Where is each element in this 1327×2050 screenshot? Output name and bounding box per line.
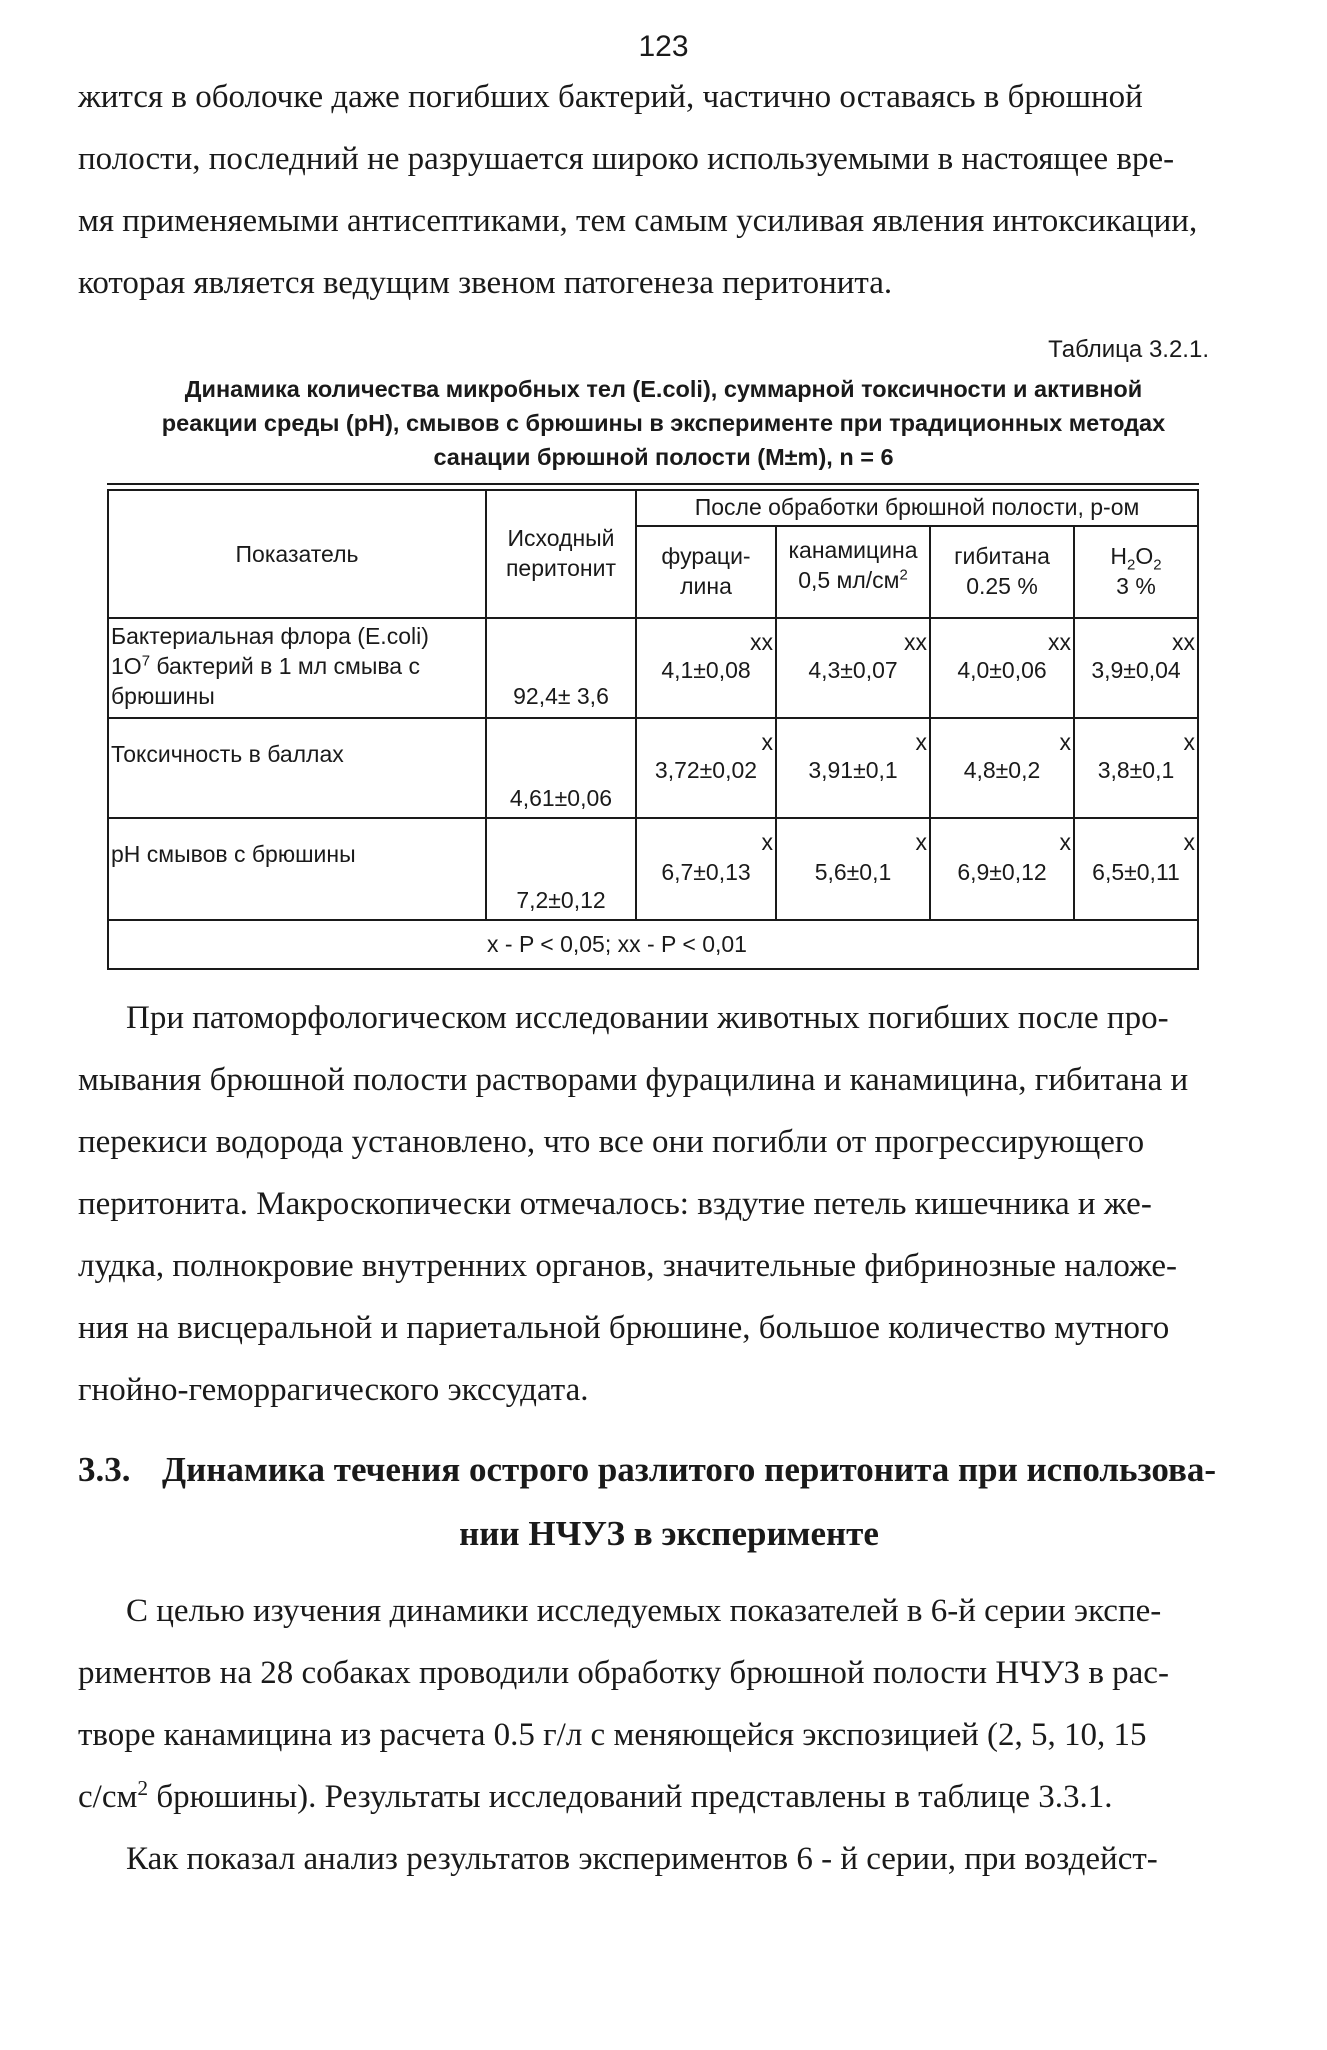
cell-mark: x (915, 829, 927, 855)
formula-sub: 2 (1127, 556, 1136, 574)
cell-initial: 7,2±0,12 (516, 887, 606, 913)
table-row-rule (107, 919, 1199, 921)
cell-initial: 92,4± 3,6 (513, 683, 609, 709)
table-top-rule (107, 483, 1199, 485)
cell-value: 6,7±0,13 (661, 859, 751, 885)
table-border-right (1197, 489, 1199, 970)
paragraph-line: творе канамицина из расчета 0.5 г/л с меняющейся экспозицией (2, 5, 10, 15 (78, 1717, 1147, 1753)
cell-value: 5,6±0,1 (814, 859, 892, 885)
paragraph-line (78, 1766, 1260, 1828)
table-title (100, 372, 1227, 474)
header-indicator: Показатель (235, 541, 359, 567)
table-border-bottom (107, 968, 1199, 970)
text-sup: 2 (137, 1776, 149, 1800)
cell-mark: x (1183, 829, 1195, 855)
paragraph-line: полости, последний не разрушается широко используемыми в настоящее вре- (78, 141, 1175, 177)
formula-part: O (1135, 543, 1154, 569)
text-part: брюшины). Результаты исследований представлены в таблице 3.3.1. (148, 1779, 1113, 1815)
header-kanamycin-line: канамицина (788, 537, 918, 563)
header-initial (487, 523, 635, 583)
cell-mark: x (1059, 829, 1071, 855)
cell-mark: x (915, 729, 927, 755)
row-label-sup: 7 (141, 652, 150, 670)
cell-value: 4,8±0,2 (963, 757, 1041, 783)
cell-value: 4,1±0,08 (661, 657, 751, 683)
cell-initial: 4,61±0,06 (509, 785, 613, 811)
header-initial-line: Исходный (507, 525, 615, 551)
row-label-line: брюшины (111, 683, 215, 709)
paragraph-line: риментов на 28 собаках проводили обработку брюшной полости НЧУЗ в рас- (78, 1655, 1169, 1691)
table-header-subrule (635, 525, 1199, 527)
header-gibitan-line: гибитана (954, 543, 1050, 569)
paragraph-line: мя применяемыми антисептиками, тем самым усиливая явления интоксикации, (78, 203, 1198, 239)
cell-mark: x (1059, 729, 1071, 755)
cell-mark: xx (750, 629, 773, 655)
paragraph-line: Как показал анализ результатов экспериментов 6 - й серии, при воздейст- (126, 1841, 1158, 1877)
row-label-part: 1O (111, 653, 142, 679)
section-number: 3.3. (78, 1450, 131, 1489)
paragraph-line: гнойно-геморрагического экссудата. (78, 1372, 589, 1408)
table-title-line: Динамика количества микробных тел (E.coli), суммарной токсичности и активной (184, 376, 1143, 402)
header-furacilin-line: лина (680, 573, 732, 599)
header-gibitan-line: 0.25 % (966, 573, 1038, 599)
cell-value: 4,0±0,06 (957, 657, 1047, 683)
table-row-rule (107, 617, 1199, 619)
table-row-rule (107, 817, 1199, 819)
table-title-line: реакции среды (рН), смывов с брюшины в эксперименте при традиционных методах (161, 410, 1166, 436)
header-kanamycin (777, 535, 929, 595)
row-label-line: Бактериальная флора (E.coli) (111, 623, 429, 649)
section-title-line-2: нии НЧУЗ в эксперименте (459, 1514, 879, 1553)
header-furacilin (637, 541, 775, 601)
header-h2o2 (1075, 541, 1197, 601)
cell-value: 3,91±0,1 (808, 757, 898, 783)
row-label-ph: pH смывов с брюшины (111, 841, 356, 867)
paragraph-line: ния на висцеральной и париетальной брюшине, большое количество мутного (78, 1310, 1170, 1346)
table-title-line: санации брюшной полости (M±m), n = 6 (433, 444, 894, 470)
text-part: с/см (78, 1779, 138, 1815)
row-label-part: бактерий в 1 мл смыва с (150, 653, 420, 679)
paragraph-line: При патоморфологическом исследовании животных погибших после про- (126, 1000, 1169, 1036)
paragraph-line: которая является ведущим звеном патогенеза перитонита. (78, 265, 893, 301)
cell-value: 3,72±0,02 (654, 757, 758, 783)
paragraph-line: жится в оболочке даже погибших бактерий, частично оставаясь в брюшной (78, 79, 1143, 115)
cell-mark: xx (1048, 629, 1071, 655)
paragraph-line: перитонита. Макроскопически отмечалось: вздутие петель кишечника и же- (78, 1186, 1152, 1222)
page-number: 123 (638, 30, 689, 63)
header-initial-line: перитонит (505, 555, 617, 581)
header-kanamycin-sup: 2 (899, 566, 908, 584)
paragraph-line: мывания брюшной полости растворами фурацилина и канамицина, гибитана и (78, 1062, 1189, 1098)
header-kanamycin-unit: 0,5 мл/см (798, 567, 900, 593)
paragraph-line: лудка, полнокровие внутренних органов, значительные фибринозные наложе- (78, 1248, 1178, 1284)
cell-value: 4,3±0,07 (808, 657, 898, 683)
cell-value: 6,5±0,11 (1092, 859, 1180, 885)
cell-value: 3,9±0,04 (1091, 657, 1181, 683)
cell-value: 6,9±0,12 (957, 859, 1047, 885)
table-caption: Таблица 3.2.1. (1048, 336, 1209, 363)
table-top-rule (107, 489, 1199, 491)
data-table (107, 483, 1199, 970)
section-title-line-1: Динамика течения острого разлитого перитонита при использова- (162, 1450, 1217, 1489)
header-gibitan (931, 541, 1073, 601)
formula-part: H (1110, 543, 1128, 569)
cell-mark: xx (904, 629, 927, 655)
header-group: После обработки брюшной полости, р-ом (694, 494, 1140, 520)
cell-mark: x (761, 829, 773, 855)
header-h2o2-line: 3 % (1116, 573, 1156, 599)
formula-sub: 2 (1153, 556, 1162, 574)
header-h2o2-formula (1075, 541, 1197, 574)
cell-mark: x (1183, 729, 1195, 755)
cell-mark: x (761, 729, 773, 755)
row-label-bacteria (111, 621, 483, 711)
header-furacilin-line: фураци- (661, 543, 751, 569)
paragraph-line: С целью изучения динамики исследуемых показателей в 6-й серии экспе- (126, 1593, 1162, 1629)
table-footnote: x - P < 0,05; xx - P < 0,01 (487, 931, 747, 957)
row-label-toxicity: Токсичность в баллах (111, 741, 344, 767)
header-kanamycin-line (777, 565, 929, 595)
paragraph-line: перекиси водорода установлено, что все они погибли от прогрессирующего (78, 1124, 1145, 1160)
cell-value: 3,8±0,1 (1097, 757, 1175, 783)
row-label-line (111, 651, 483, 681)
cell-mark: xx (1172, 629, 1195, 655)
table-row-rule (107, 717, 1199, 719)
